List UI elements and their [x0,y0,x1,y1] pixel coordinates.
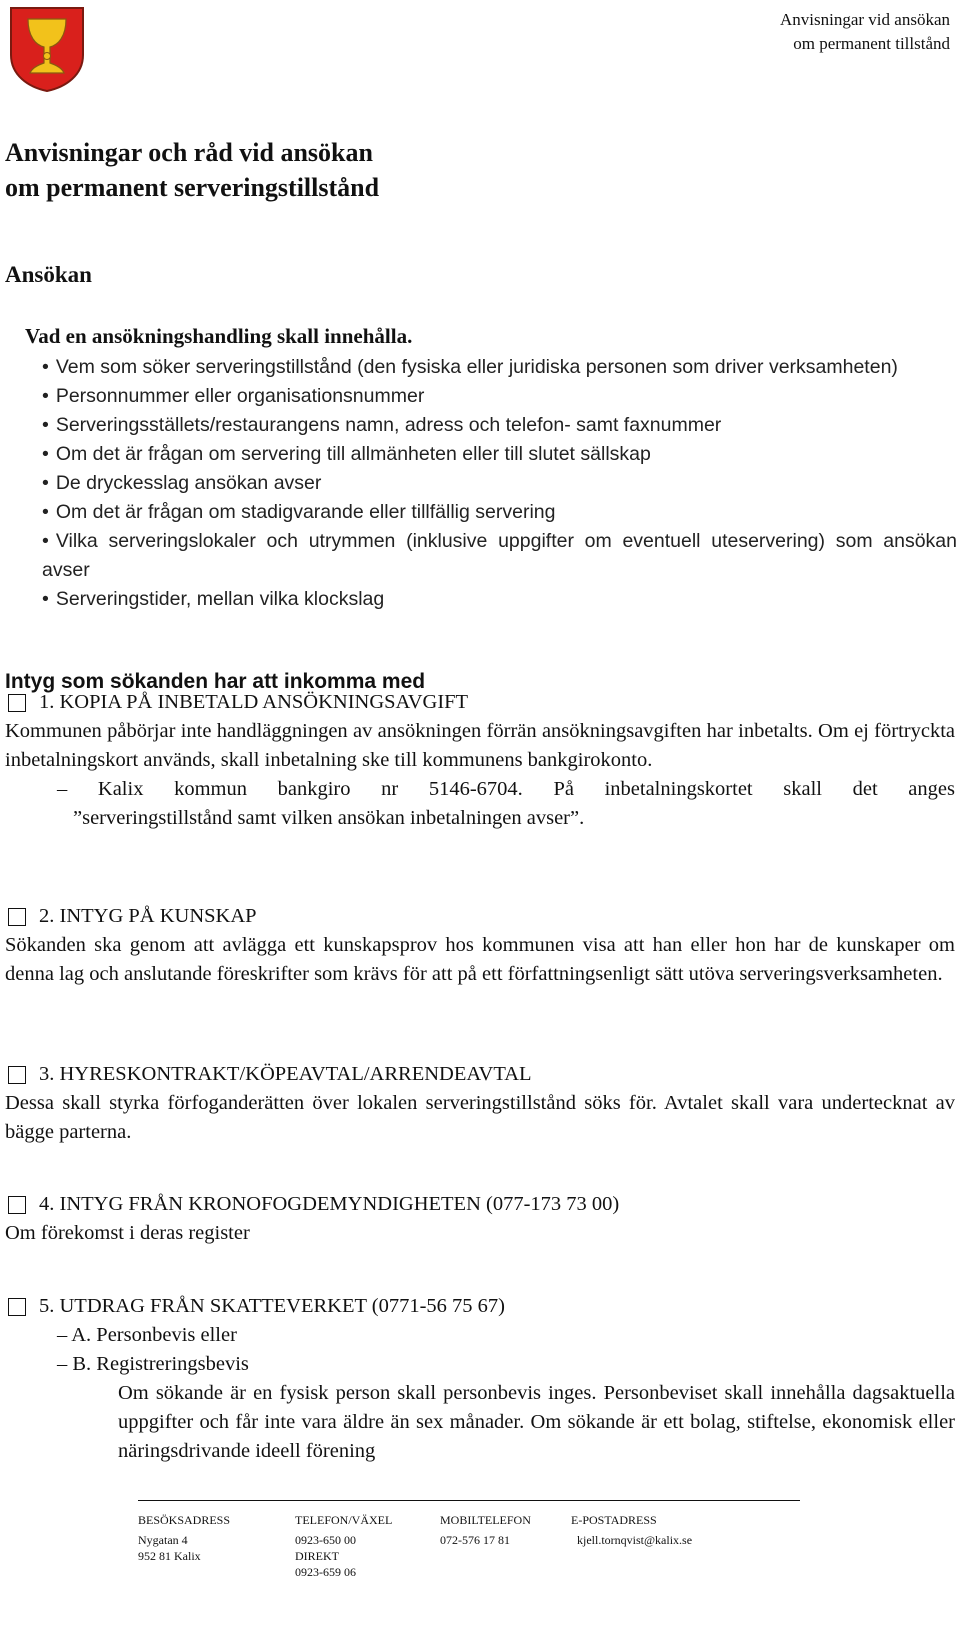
checkbox-icon [8,694,26,712]
section-3-heading [5,1060,955,1089]
section-5-title: 5. UTDRAG FRÅN SKATTEVERKET (0771-56 75 67) [39,1295,505,1317]
footer-address-label: BESÖKSADRESS [138,1513,231,1527]
checkbox-icon [8,908,26,926]
footer-phone [295,1512,392,1580]
section-2-heading [5,902,955,931]
section-1-body: Kommunen påbörjar inte handläggningen av ansökningen förrän ansökningsavgiften har inbetalts. Om ej förtryckta inbetalningskort används, skall inbetalning ske till kommunens bankgirokonto. [5,720,955,771]
section-1-fee-receipt [5,688,955,833]
subheading-application-contents: Vad en ansökningshandling skall innehålla. [25,324,413,348]
checkbox-icon [8,1196,26,1214]
list-item: • De dryckesslag ansökan avser [42,469,957,498]
footer-email [571,1512,692,1548]
section-1-bankgiro-line: – Kalix kommun bankgiro nr 5146-6704. På inbetalningskortet skall det anges [57,778,955,800]
section-1-heading [5,688,955,717]
footer-phone-line-1: 0923-650 00 [295,1533,356,1547]
footer-email-line-1[interactable]: kjell.tornqvist@kalix.se [577,1533,693,1547]
section-2-body: Sökanden ska genom att avlägga ett kunskapsprov hos kommunen visa att han eller hon har de kunskaper om denna lag och anslutande föreskrifter som krävs för att på ett författningsenligt sätt utöva serveringsverksamheten. [5,934,955,985]
running-header [780,8,950,56]
footer-address-line-2: 952 81 Kalix [138,1549,201,1563]
list-item: • Om det är frågan om servering till allmänheten eller till slutet sällskap [42,440,957,469]
section-1-bankgiro-continuation: ”serveringstillstånd samt vilken ansökan inbetalningen avser”. [73,807,585,829]
section-3-body: Dessa skall styrka förfoganderätten över lokalen serveringstillstånd söks för. Avtalet skall vara undertecknat av bägge parterna. [5,1092,955,1143]
footer-mobile-label: MOBILTELEFON [440,1513,531,1527]
list-item: • Serveringsställets/restaurangens namn, adress och telefon- samt faxnummer [42,411,957,440]
section-5-heading [5,1292,955,1321]
section-4-title: 4. INTYG FRÅN KRONOFOGDEMYNDIGHETEN (077-173 73 00) [39,1193,620,1215]
footer-mobile-line-1: 072-576 17 81 [440,1533,510,1547]
document-title-line-1: Anvisningar och råd vid ansökan [5,138,373,167]
section-5-item-a: – A. Personbevis eller [57,1324,237,1346]
section-heading-ansokan: Ansökan [5,262,92,287]
section-2-knowledge [5,902,955,989]
footer-phone-line-2: DIREKT [295,1549,339,1563]
list-item: • Vem som söker serveringstillstånd (den fysiska eller juridiska personen som driver verksamheten) [42,353,957,382]
document-title [5,135,379,205]
section-2-title: 2. INTYG PÅ KUNSKAP [39,905,257,927]
footer-email-label: E-POSTADRESS [571,1513,657,1527]
section-5-item-b: – B. Registreringsbevis [57,1353,249,1375]
footer-address-line-1: Nygatan 4 [138,1533,188,1547]
list-item: • Personnummer eller organisationsnummer [42,382,957,411]
section-4-heading [5,1190,955,1219]
footer-phone-line-3: 0923-659 06 [295,1565,356,1579]
section-4-body: Om förekomst i deras register [5,1222,250,1244]
checkbox-icon [8,1298,26,1316]
checkbox-icon [8,1066,26,1084]
footer-divider [138,1500,800,1501]
section-3-lease [5,1060,955,1147]
list-item: • Om det är frågan om stadigvarande eller tillfällig servering [42,498,957,527]
kalix-crest-icon [8,5,86,93]
subheading-certificates: Intyg som sökanden har att inkomma med [5,670,426,693]
footer-address [138,1512,230,1564]
section-3-title: 3. HYRESKONTRAKT/KÖPEAVTAL/ARRENDEAVTAL [39,1063,532,1085]
section-5-tax-agency [5,1292,955,1466]
list-item: • Serveringstider, mellan vilka klockslag [42,585,957,614]
footer-phone-label: TELEFON/VÄXEL [295,1513,393,1527]
document-title-line-2: om permanent serveringstillstånd [5,173,380,202]
section-4-enforcement [5,1190,955,1248]
section-1-title: 1. KOPIA PÅ INBETALD ANSÖKNINGSAVGIFT [39,691,469,713]
running-header-line-1: Anvisningar vid ansökan [780,10,950,29]
running-header-line-2: om permanent tillstånd [793,34,950,53]
section-5-body: Om sökande är en fysisk person skall personbevis inges. Personbeviset skall innehålla dagsaktuella uppgifter och får inte vara äldre än sex månader. Om sökande är ett bolag, stiftelse, ekonomisk eller näringsdrivande ideell förening [118,1382,955,1462]
list-item: • Vilka serveringslokaler och utrymmen (inklusive uppgifter om eventuell uteservering) som ansökan avser [42,527,957,585]
application-contents-list [42,353,957,614]
footer-mobile [440,1512,531,1548]
